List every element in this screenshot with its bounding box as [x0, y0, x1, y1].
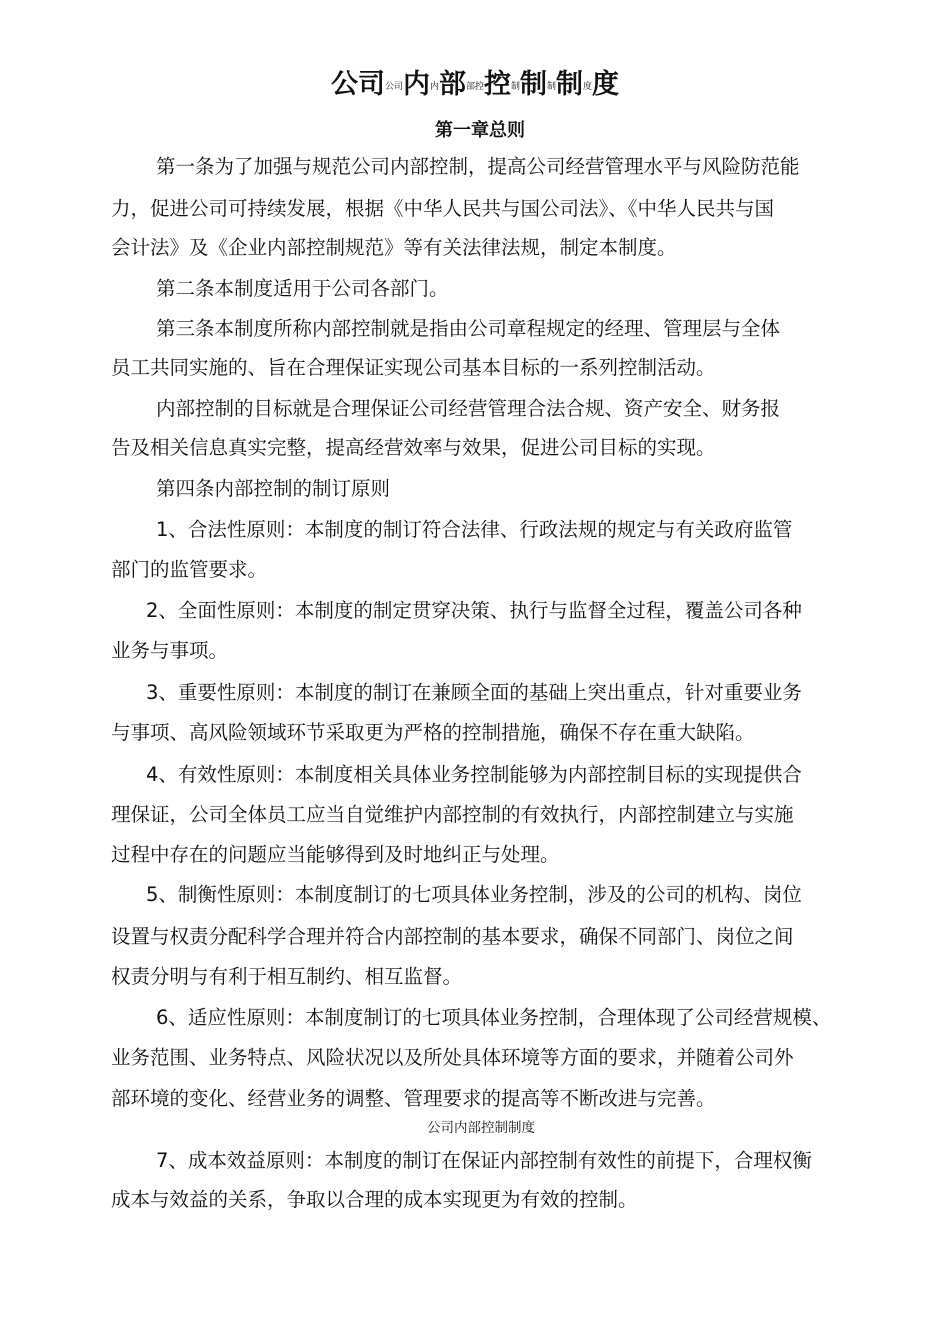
title-segment: 制 — [520, 69, 548, 100]
title-segment: 度 — [592, 69, 620, 100]
title-small-segment: 制 — [511, 82, 521, 92]
title-small-segment: 内 — [429, 82, 439, 92]
body-line: 2、全面性原则：本制度的制定贯穿决策、执行与监督全过程，覆盖公司各种 — [146, 599, 802, 622]
title-small-segment: 公司 — [384, 82, 403, 92]
document-title — [0, 62, 950, 101]
body-line: 6、适应性原则：本制度制订的七项具体业务控制，合理体现了公司经营规模、 — [156, 1006, 832, 1029]
title-small-segment: 部控 — [465, 82, 484, 92]
body-line: 部环境的变化、经营业务的调整、管理要求的提高等不断改进与完善。 — [111, 1087, 716, 1110]
body-line: 1、合法性原则：本制度的制订符合法律、行政法规的规定与有关政府监管 — [156, 518, 793, 541]
title-small-segment: 度 — [583, 82, 593, 92]
body-line: 5、制衡性原则：本制度制订的七项具体业务控制，涉及的公司的机构、岗位 — [146, 883, 802, 906]
body-line: 4、有效性原则：本制度相关具体业务控制能够为内部控制目标的实现提供合 — [146, 763, 802, 786]
body-line: 第四条内部控制的制订原则 — [156, 477, 391, 500]
body-line: 与事项、高风险领域环节采取更为严格的控制措施，确保不存在重大缺陷。 — [111, 721, 755, 744]
body-line: 7、成本效益原则：本制度的制订在保证内部控制有效性的前提下，合理权衡 — [156, 1149, 812, 1172]
body-line: 第二条本制度适用于公司各部门。 — [156, 277, 449, 300]
title-small-segment: 制 — [547, 82, 557, 92]
title-segment: 部 — [438, 69, 466, 100]
body-line: 过程中存在的问题应当能够得到及时地纠正与处理。 — [111, 843, 560, 866]
running-footer: 公司内部控制制度 — [427, 1120, 535, 1136]
body-line: 理保证，公司全体员工应当自觉维护内部控制的有效执行，内部控制建立与实施 — [111, 803, 794, 826]
body-line: 业务与事项。 — [111, 639, 229, 662]
body-line: 告及相关信息真实完整，提高经营效率与效果，促进公司目标的实现。 — [111, 436, 716, 459]
body-line: 设置与权责分配科学合理并符合内部控制的基本要求，确保不同部门、岗位之间 — [111, 925, 794, 948]
title-segment: 制 — [556, 69, 584, 100]
body-line: 第三条本制度所称内部控制就是指由公司章程规定的经理、管理层与全体 — [156, 317, 781, 340]
chapter-heading: 第一章总则 — [435, 120, 525, 141]
body-line: 3、重要性原则：本制度的制订在兼顾全面的基础上突出重点，针对重要业务 — [146, 681, 802, 704]
body-line: 员工共同实施的、旨在合理保证实现公司基本目标的一系列控制活动。 — [111, 356, 716, 379]
body-line: 部门的监管要求。 — [111, 558, 268, 581]
body-line: 第一条为了加强与规范公司内部控制，提高公司经营管理水平与风险防范能 — [156, 155, 800, 178]
body-line: 业务范围、业务特点、风险状况以及所处具体环境等方面的要求，并随着公司外 — [111, 1046, 794, 1069]
body-line: 权责分明与有利于相互制约、相互监督。 — [111, 965, 463, 988]
body-line: 会计法》及《企业内部控制规范》等有关法律法规，制定本制度。 — [111, 236, 677, 259]
body-line: 内部控制的目标就是合理保证公司经营管理合法合规、资产安全、财务报 — [156, 397, 781, 420]
title-segment: 控 — [484, 69, 511, 100]
body-line: 力，促进公司可持续发展，根据《中华人民共与国公司法》、《中华人民共与国 — [111, 197, 775, 220]
title-segment: 内 — [402, 69, 430, 100]
title-segment: 公司 — [330, 69, 385, 100]
body-line: 成本与效益的关系，争取以合理的成本实现更为有效的控制。 — [111, 1188, 638, 1211]
